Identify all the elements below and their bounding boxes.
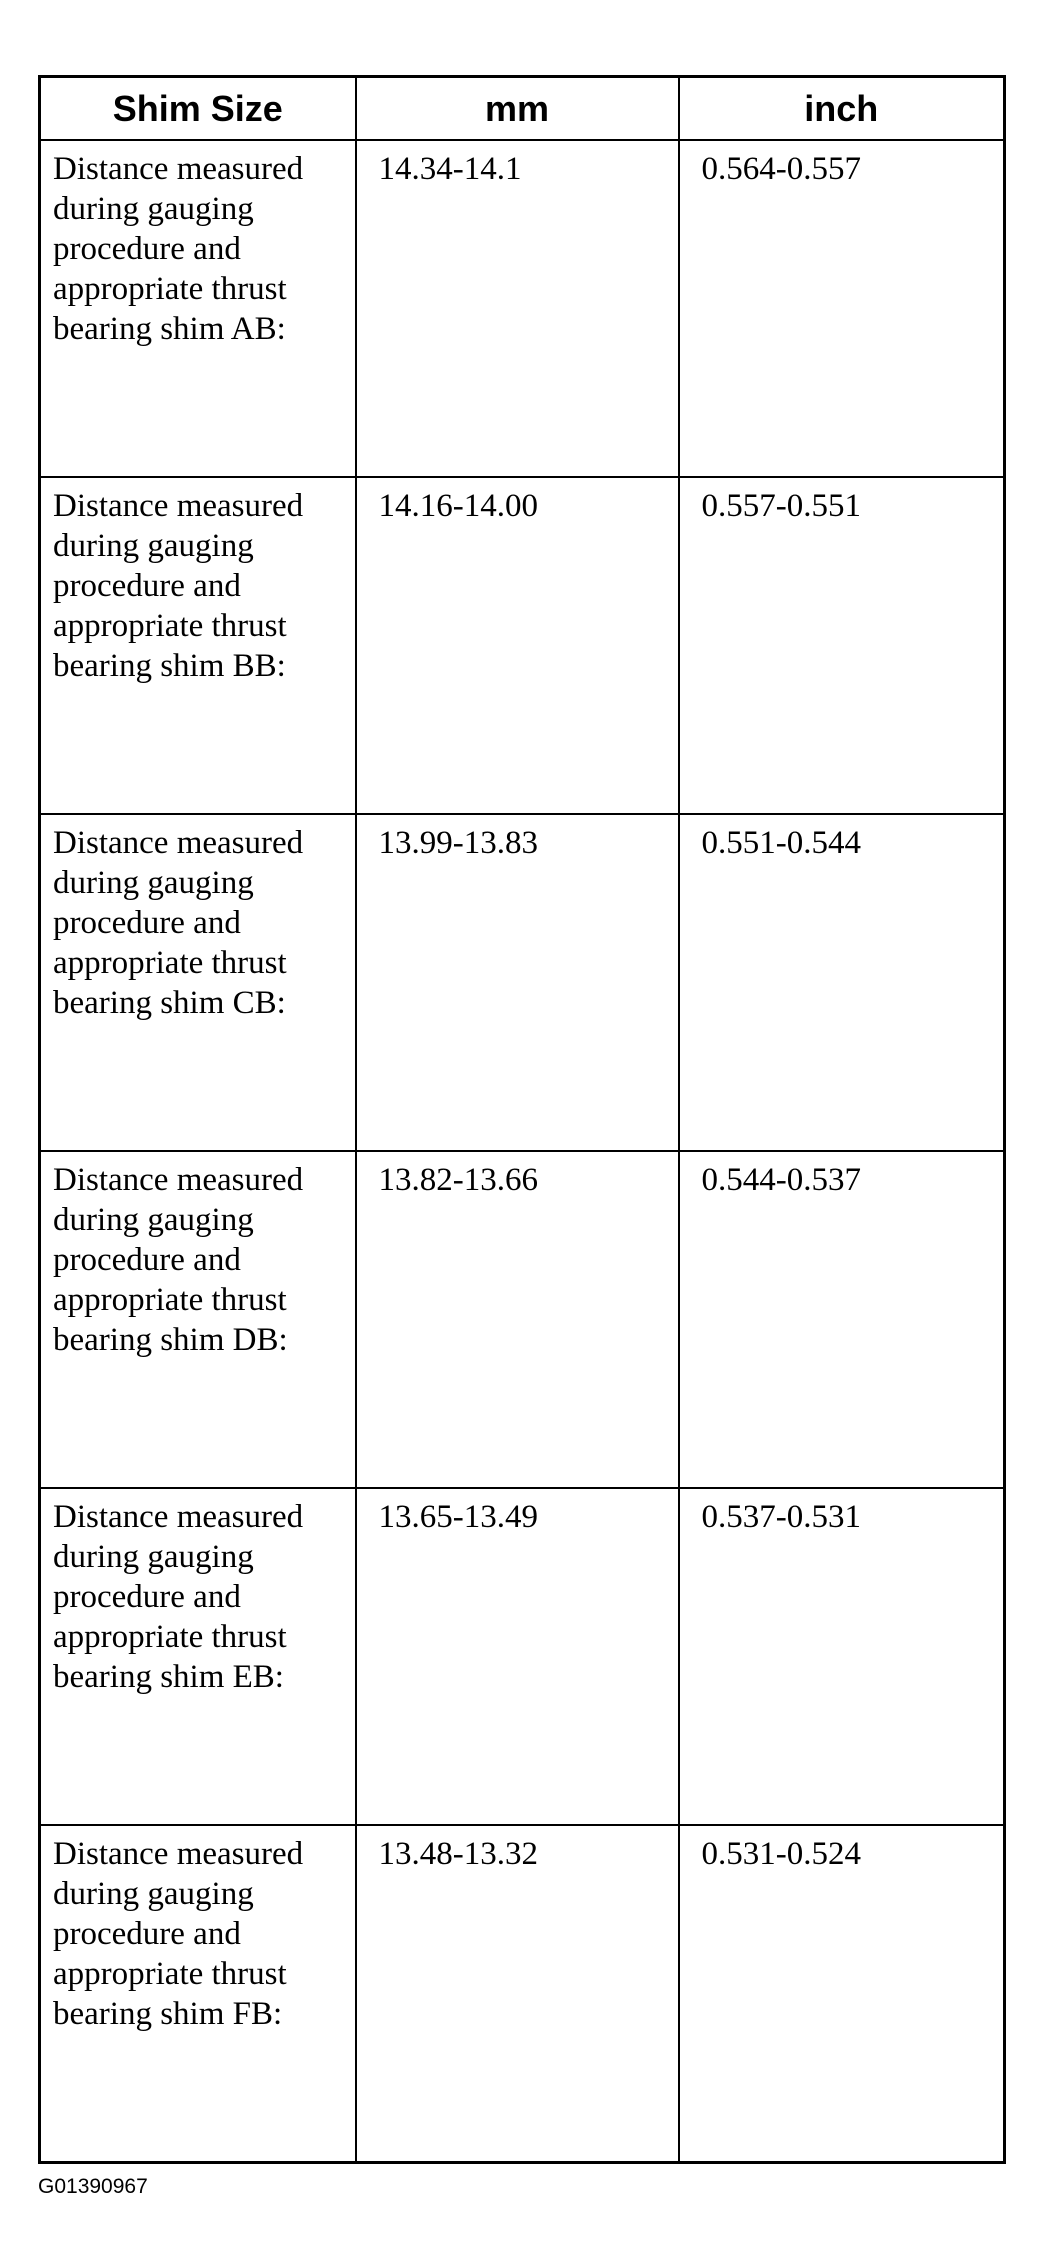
row-description: Distance measured during gauging procedure and appropriate thrust bearing shim AB:	[40, 140, 356, 477]
row-mm-value: 14.34-14.1	[356, 140, 679, 477]
row-description: Distance measured during gauging procedure and appropriate thrust bearing shim BB:	[40, 477, 356, 814]
row-mm-value: 13.65-13.49	[356, 1488, 679, 1825]
row-inch-value: 0.557-0.551	[679, 477, 1005, 814]
row-inch-value: 0.531-0.524	[679, 1825, 1005, 2163]
row-description: Distance measured during gauging procedure and appropriate thrust bearing shim CB:	[40, 814, 356, 1151]
table-row	[40, 814, 1005, 1151]
row-inch-value: 0.551-0.544	[679, 814, 1005, 1151]
row-mm-value: 14.16-14.00	[356, 477, 679, 814]
shim-size-table	[38, 75, 1006, 2164]
row-description: Distance measured during gauging procedure and appropriate thrust bearing shim DB:	[40, 1151, 356, 1488]
row-description: Distance measured during gauging procedure and appropriate thrust bearing shim FB:	[40, 1825, 356, 2163]
row-mm-value: 13.99-13.83	[356, 814, 679, 1151]
row-inch-value: 0.537-0.531	[679, 1488, 1005, 1825]
row-inch-value: 0.564-0.557	[679, 140, 1005, 477]
table-header-row	[40, 77, 1005, 141]
table-row	[40, 140, 1005, 477]
table-row	[40, 1825, 1005, 2163]
header-mm: mm	[356, 77, 679, 141]
table-row	[40, 477, 1005, 814]
row-description: Distance measured during gauging procedure and appropriate thrust bearing shim EB:	[40, 1488, 356, 1825]
row-mm-value: 13.48-13.32	[356, 1825, 679, 2163]
figure-id-label: G01390967	[38, 2175, 148, 2198]
table-row	[40, 1488, 1005, 1825]
row-mm-value: 13.82-13.66	[356, 1151, 679, 1488]
header-inch: inch	[679, 77, 1005, 141]
table-row	[40, 1151, 1005, 1488]
header-shim-size: Shim Size	[40, 77, 356, 141]
row-inch-value: 0.544-0.537	[679, 1151, 1005, 1488]
